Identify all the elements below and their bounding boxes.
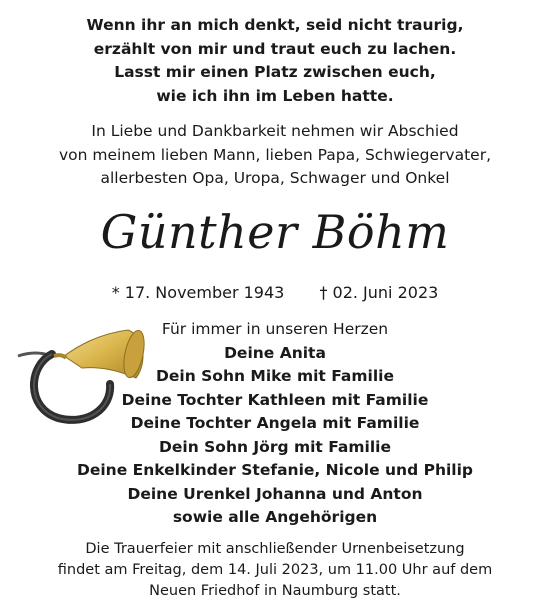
family-member: Deine Urenkel Johanna und Anton xyxy=(127,484,423,503)
deceased-name: Günther Böhm xyxy=(100,205,450,259)
poem-line: wie ich ihn im Leben hatte. xyxy=(156,86,394,105)
intro-line: In Liebe und Dankbarkeit nehmen wir Abschied xyxy=(91,122,459,140)
poem xyxy=(0,14,550,108)
life-dates xyxy=(0,282,550,304)
family-member: Deine Tochter Kathleen mit Familie xyxy=(121,390,429,409)
family-member: Deine Anita xyxy=(224,343,326,362)
family-member: Deine Tochter Angela mit Familie xyxy=(130,414,420,432)
service-line: Die Trauerfeier mit anschließender Urnenbeisetzung xyxy=(85,541,465,557)
family-member: sowie alle Angehörigen xyxy=(172,508,378,526)
family-lead: Für immer in unseren Herzen xyxy=(161,320,389,338)
poem-line: Lasst mir einen Platz zwischen euch, xyxy=(114,63,436,81)
death-date: † 02. Juni 2023 xyxy=(319,283,439,302)
poem-line: erzählt von mir und traut euch zu lachen. xyxy=(93,39,457,58)
intro-text xyxy=(0,120,550,191)
intro-line: von meinem lieben Mann, lieben Papa, Schwiegervater, xyxy=(58,145,492,164)
service-line: findet am Freitag, dem 14. Juli 2023, um 11.00 Uhr auf dem xyxy=(57,562,493,578)
service-info xyxy=(0,539,550,602)
birth-date: * 17. November 1943 xyxy=(111,283,285,302)
family-member: Dein Sohn Mike mit Familie xyxy=(156,367,394,385)
family-member: Deine Enkelkinder Stefanie, Nicole und Philip xyxy=(76,461,474,479)
family-member: Dein Sohn Jörg mit Familie xyxy=(159,437,391,456)
poem-line: Wenn ihr an mich denkt, seid nicht traurig, xyxy=(86,16,464,34)
family-list xyxy=(0,318,550,530)
intro-line: allerbesten Opa, Uropa, Schwager und Onkel xyxy=(100,169,450,187)
service-line: Neuen Friedhof in Naumburg statt. xyxy=(149,583,401,599)
